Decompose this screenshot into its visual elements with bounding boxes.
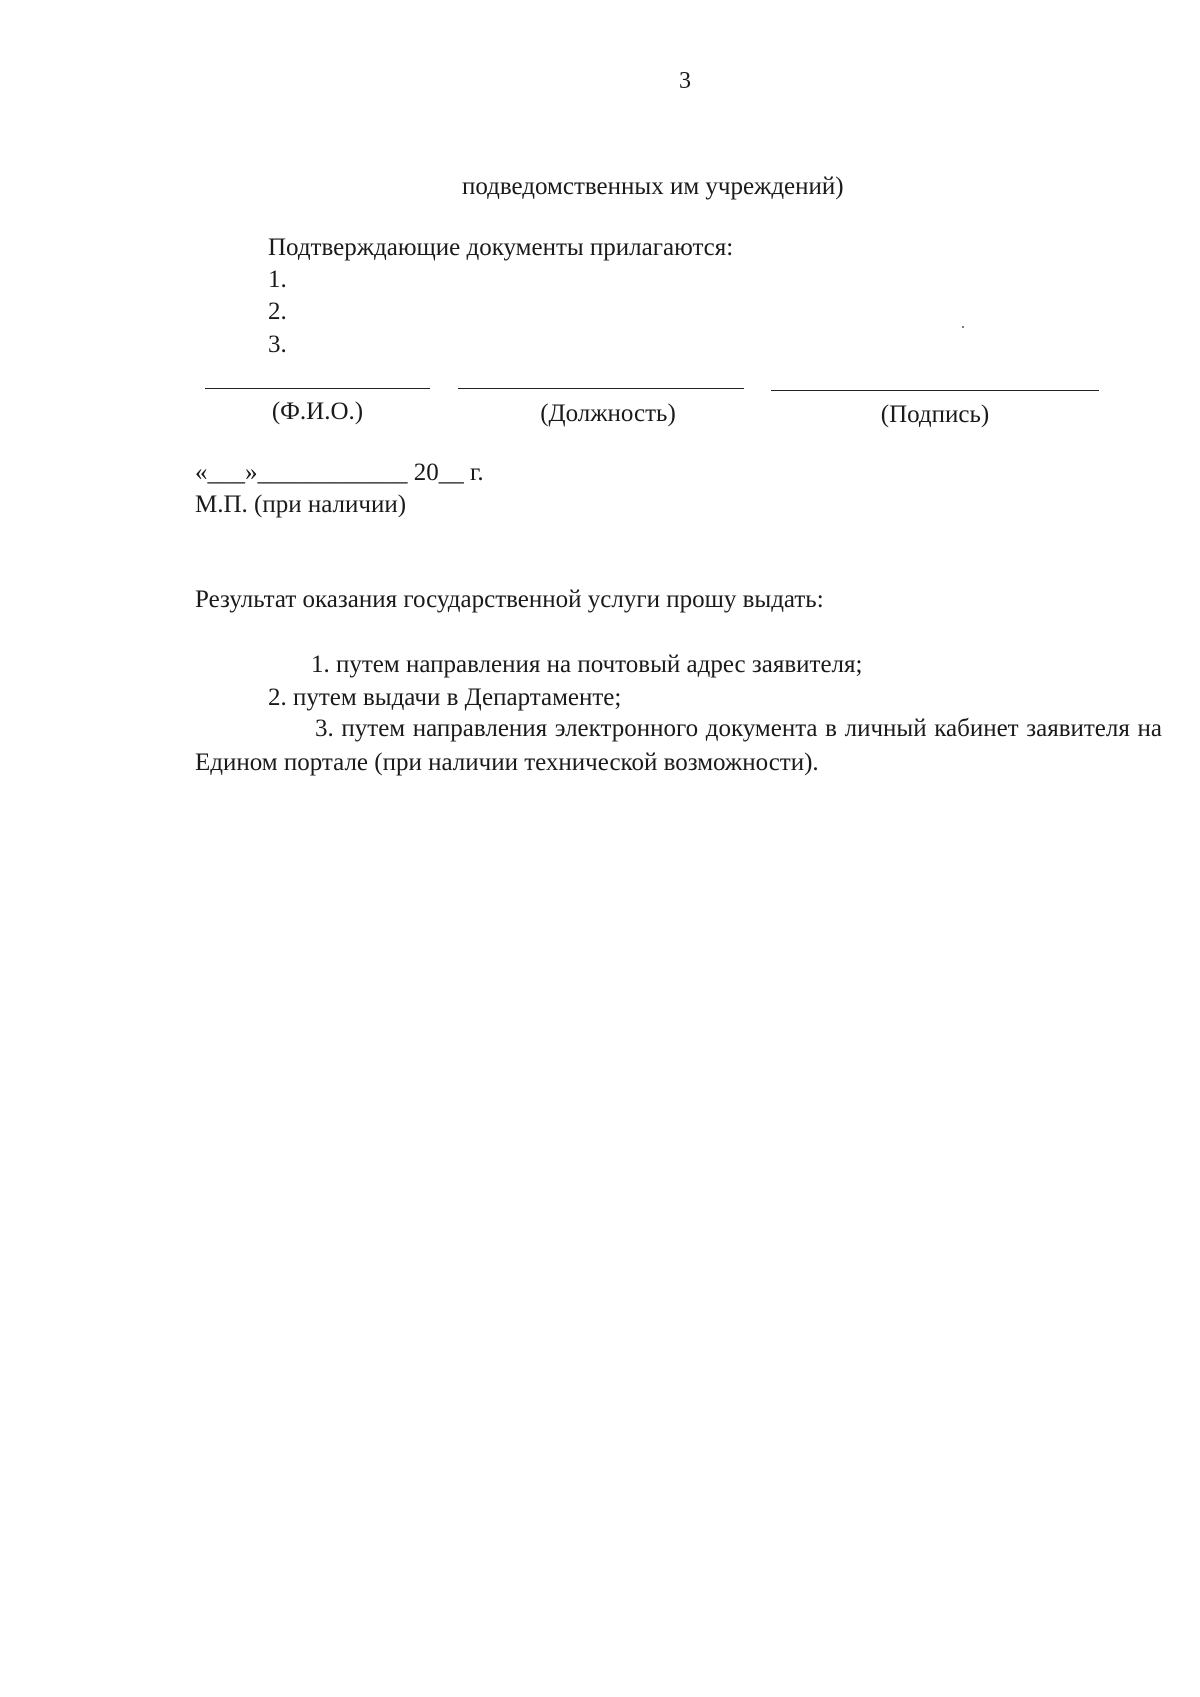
attachment-item-3: 3.	[268, 331, 287, 358]
date-month-blank: ____________	[257, 459, 408, 486]
scan-speck	[962, 326, 964, 328]
attachment-item-1: 1.	[268, 266, 287, 293]
date-quote-open: «	[195, 459, 208, 486]
date-year-suffix: г.	[470, 459, 484, 486]
date-year-blank: __	[438, 459, 464, 486]
attachment-item-2: 2.	[268, 298, 287, 325]
fio-line	[205, 388, 430, 389]
page-number: 3	[679, 68, 691, 94]
result-option-3: 3. путем направления электронного документа в личный кабинет заявителя на Едином портале (при наличии технической возможности).	[195, 715, 1162, 776]
date-line	[195, 458, 484, 488]
result-heading: Результат оказания государственной услуги прошу выдать:	[195, 586, 824, 613]
date-year-prefix: 20	[413, 459, 439, 486]
result-option-1: 1. путем направления на почтовый адрес заявителя;	[311, 651, 863, 678]
position-line	[458, 388, 744, 389]
attachments-heading: Подтверждающие документы прилагаются:	[268, 234, 734, 261]
stamp-note: М.П. (при наличии)	[195, 491, 407, 518]
signature-line	[771, 390, 1099, 391]
date-quote-close: »	[245, 459, 258, 486]
result-option-2: 2. путем выдачи в Департаменте;	[268, 684, 622, 711]
position-caption: (Должность)	[540, 400, 676, 427]
continuation-text: подведомственных им учреждений)	[462, 173, 844, 200]
date-day-blank: ___	[207, 459, 245, 486]
fio-caption: (Ф.И.О.)	[271, 398, 364, 425]
signature-caption: (Подпись)	[880, 401, 990, 428]
